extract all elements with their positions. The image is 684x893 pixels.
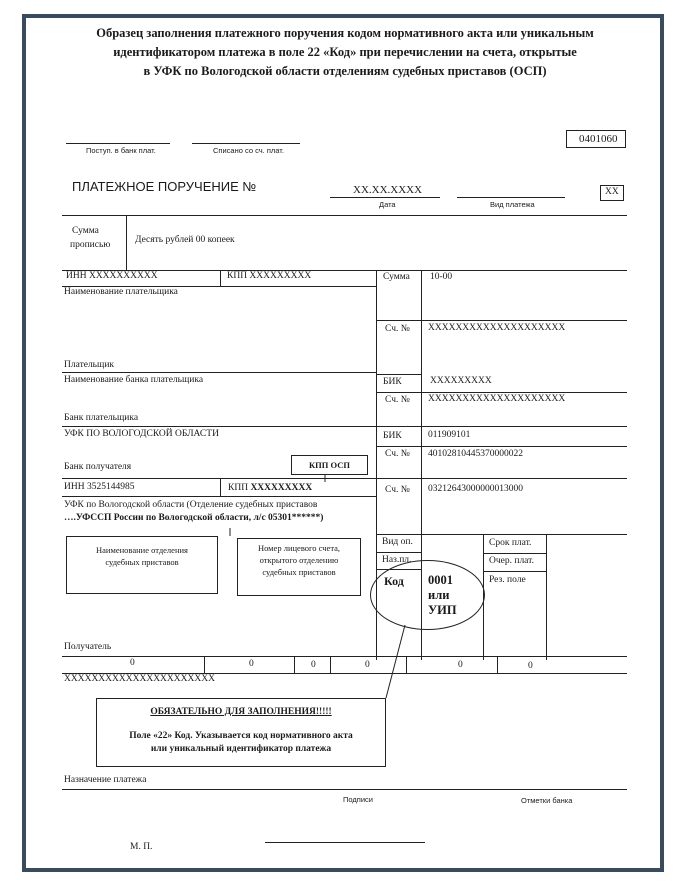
recipient-bank-account-label: Сч. № (385, 449, 410, 459)
payer-kpp: КПП XXXXXXXXX (227, 271, 312, 281)
bottom-value-5: 0 (458, 660, 463, 670)
sum-words-label-2: прописью (70, 240, 111, 250)
date-label: Дата (379, 200, 396, 209)
recipient-kpp-label: КПП (228, 483, 249, 493)
purpose-label: Назначение платежа (64, 775, 147, 785)
doc-title: ПЛАТЕЖНОЕ ПОРУЧЕНИЕ № (72, 179, 257, 194)
payer-section-label: Плательщик (64, 360, 115, 370)
date-value: XX.XX.XXXX (353, 184, 423, 196)
callout-account-number: Номер лицевого счета, открытого отделению судебных приставов (237, 538, 361, 596)
kod-value-3: УИП (428, 603, 457, 617)
signatures-label: Подписи (343, 795, 373, 804)
recipient-code-line: XXXXXXXXXXXXXXXXXXXXXX (64, 674, 215, 684)
recipient-account-value: 03212643000000013000 (428, 484, 523, 494)
stamp-label: М. П. (130, 842, 153, 852)
received-label: Поступ. в банк плат. (86, 146, 156, 155)
payer-sum-value: 10-00 (430, 272, 453, 282)
sum-words-value: Десять рублей 00 копеек (135, 235, 235, 245)
bottom-value-6: 0 (528, 661, 533, 671)
recipient-bik-label: БИК (383, 431, 402, 441)
bottom-value-4: 0 (365, 660, 370, 670)
callout-osp-name: Наименование отделения судебных приставов (66, 536, 218, 594)
payer-corr-value: XXXXXXXXXXXXXXXXXXXX (428, 394, 566, 404)
mandatory-title: ОБЯЗАТЕЛЬНО ДЛЯ ЗАПОЛНЕНИЯ!!!!! (150, 707, 332, 717)
title-line-3: в УФК по Вологодской области отделениям судебных приставов (ОСП) (143, 64, 547, 78)
kod-value-2: или (428, 588, 450, 602)
field-rez: Рез. поле (489, 575, 526, 585)
field-vid-op: Вид оп. (382, 537, 413, 547)
title-line-2: идентификатором платежа в поле 22 «Код» при перечислении на счета, открытые (113, 45, 577, 59)
recipient-bank-name: УФК ПО ВОЛОГОДСКОЙ ОБЛАСТИ (64, 429, 219, 439)
payer-name-label: Наименование плательщика (64, 287, 178, 297)
title-line-1: Образец заполнения платежного поручения кодом нормативного акта или уникальным (96, 26, 594, 40)
payer-bank-name-label: Наименование банка плательщика (64, 375, 204, 385)
field-naz-pl: Наз.пл. (382, 555, 412, 565)
field-ocher: Очер. плат. (489, 556, 534, 566)
bank-marks-label: Отметки банка (521, 796, 573, 805)
bottom-value-3: 0 (311, 660, 316, 670)
payer-bik-value: XXXXXXXXX (430, 376, 492, 386)
callout-kpp-osp: КПП ОСП (291, 455, 368, 475)
payer-account-label: Сч. № (385, 324, 410, 334)
kod-value-1: 0001 (428, 573, 453, 587)
recipient-bik-value: 011909101 (428, 430, 471, 440)
sum-words-label-1: Сумма (72, 226, 99, 236)
field-srok: Срок плат. (489, 538, 532, 548)
form-code: 0401060 (579, 133, 618, 145)
bottom-value-2: 0 (249, 659, 254, 669)
payer-bik-label: БИК (383, 377, 402, 387)
recipient-kpp-value: XXXXXXXXX (250, 483, 313, 493)
recipient-inn: ИНН 3525144985 (64, 482, 135, 492)
payer-inn: ИНН XXXXXXXXXX (66, 271, 158, 281)
payer-bank-section-label: Банк плательщика (64, 413, 139, 423)
payer-sum-label: Сумма (383, 272, 410, 282)
mandatory-text-1: Поле «22» Код. Указывается код нормативного акта (129, 731, 353, 741)
debited-label: Списано со сч. плат. (213, 146, 284, 155)
recipient-bank-section-label: Банк получателя (64, 462, 132, 472)
recipient-name-line-1: УФК по Вологодской области (Отделение судебных приставов (64, 500, 318, 510)
recipient-account-label: Сч. № (385, 485, 410, 495)
payment-type-label: Вид платежа (490, 200, 535, 209)
recipient-bank-account-value: 40102810445370000022 (428, 449, 523, 459)
mandatory-text-2: или уникальный идентификатор платежа (150, 744, 332, 754)
recipient-name-line-2: ….УФССП России по Вологодской области, л/с 05301******) (64, 513, 324, 523)
payer-account-value: XXXXXXXXXXXXXXXXXXXX (428, 323, 566, 333)
status-code: XX (605, 187, 619, 197)
payer-corr-label: Сч. № (385, 395, 410, 405)
bottom-value-1: 0 (130, 658, 135, 668)
field-kod: Код (384, 574, 404, 588)
recipient-section-label: Получатель (64, 642, 112, 652)
